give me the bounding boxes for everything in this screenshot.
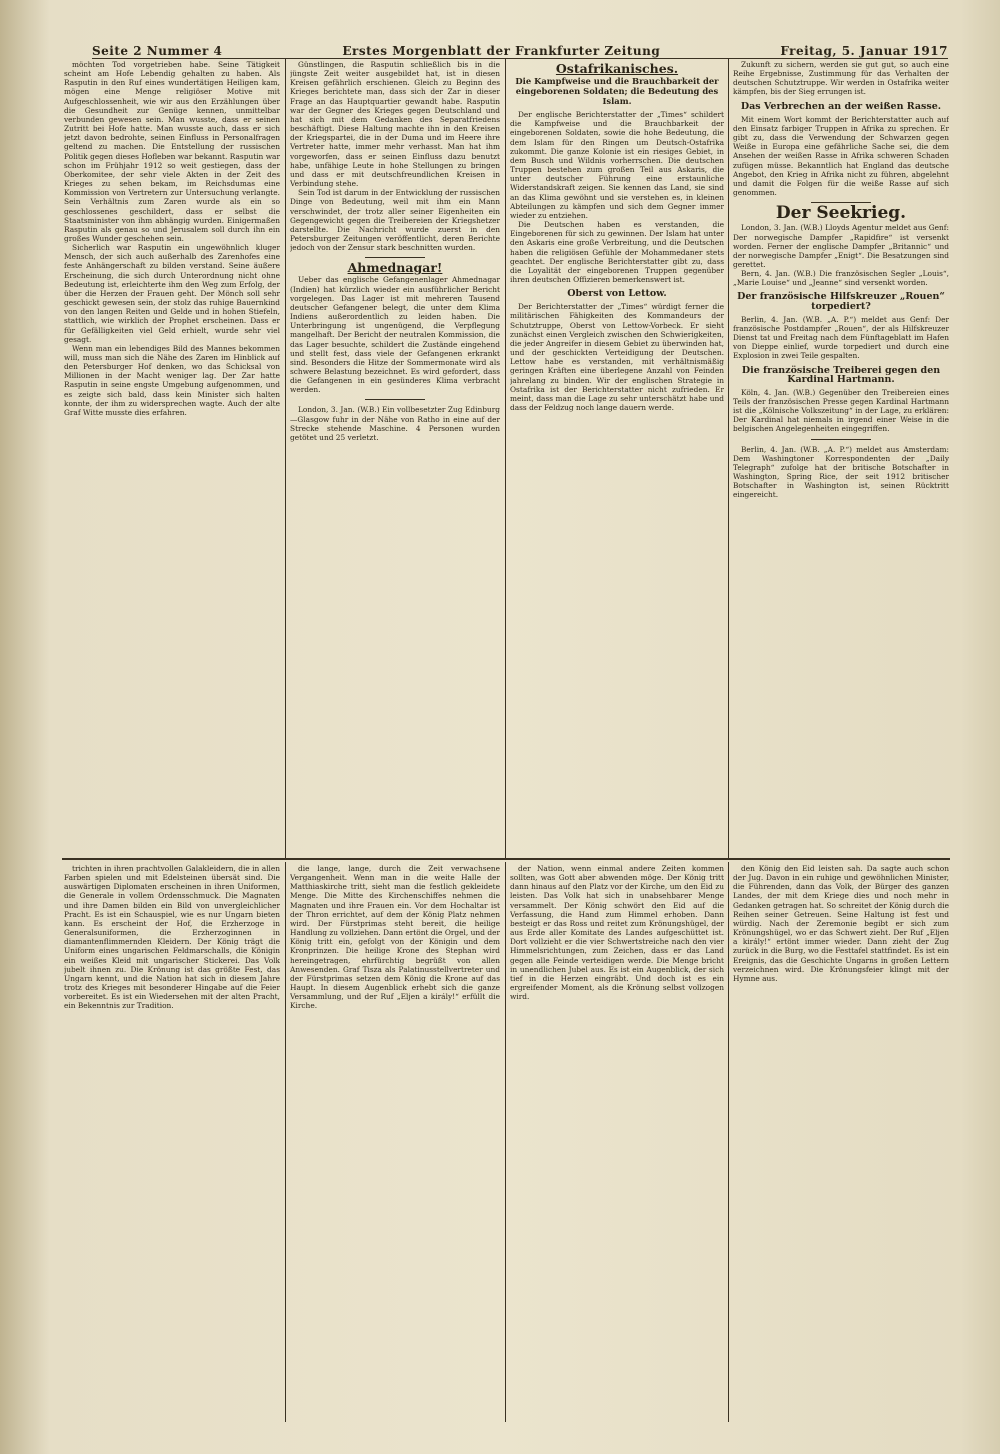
article-title-lettow: Oberst von Lettow. [567, 288, 667, 300]
column-rule [285, 862, 286, 1422]
feuilleton-column-4 [733, 864, 949, 1420]
article-title-verbrechen: Das Verbrechen an der weißen Rasse. [740, 100, 942, 112]
article-separator [811, 439, 871, 440]
article-paragraph: den König den Eid leisten sah. Da sagte auch schon der Jug. Davon in ein ruhige und gewöhnlichen Minister, die Führenden, dann das Volk, der Bürger des ganzen Landes, der mit dem Kriege dies und noch mehr in Gedanken getragen hat. So schreitet der König durch die Reihen seiner Getreuen. Seine Haltung ist fest und würdig. Nach der Zeremonie begibt er sich zum Krönungshügel, wo er das Schwert zieht. Der Ruf „Eljen a király!“ ertönt immer wieder. Dann zieht der Zug zurück in die Burg, wo die Festtafel stattfindet. Es ist ein Ereignis, das die Geschichte Ungarns in großen Lettern verzeichnen wird. Die Krönungsfeier klingt mit der Hymne aus. [733, 864, 949, 983]
article-paragraph: Der Berichterstatter der „Times“ würdigt ferner die militärischen Fähigkeiten des Kommandeurs der Schutztruppe, Oberst von Lettow-Vorbeck. Er sieht zunächst einen Vergleich zwischen den Schwierigkeiten, die jeder Angreifer in diesem Gebiet zu überwinden hat, und der geschickten Verteidigung der Deutschen. Lettow habe es verstanden, mit verhältnismäßig geringen Kräften eine überlegene Anzahl von Feinden jahrelang zu binden. Wir der englischen Strategie in Ostafrika ist der Berichterstatter nicht zufrieden. Er meint, dass man die Lage zu sehr unterschätzt habe und dass der Feldzug noch lange dauern werde. [510, 302, 724, 412]
news-item: Köln, 4. Jan. (W.B.) Gegenüber den Treibereien eines Teils der französischen Presse gegen Kardinal Hartmann ist die „Kölnische Volkszeitung“ in der Lage, zu erklären: Der Kardinal hat niemals in irgend einer Weise in die belgischen Angelegenheiten eingegriffen. [733, 387, 949, 434]
article-paragraph: Günstlingen, die Rasputin schließlich bis in die jüngste Zeit weiter ausgebildet hat, ist in diesen Kreisen gefährlich erschienen. Gleich zu Beginn des Krieges berichtete man, dass sich der Zar in dieser Frage an das Hauptquartier gewandt habe. Rasputin war der Gegner des Krieges gegen Deutschland und hat sich mit dem Gedanken des Separatfriedens beschäftigt. Diese Haltung machte ihn in den Kreisen der Kriegspartei, die in der Duma und im Heere ihre Vertreter hatte, immer mehr verhasst. Man hat ihm vorgeworfen, dass er seinen Einfluss dazu benutzt habe, unfähige Leute in hohe Stellungen zu bringen und dass er mit deutschfreundlichen Kreisen in Verbindung stehe. [290, 60, 500, 189]
column-rule [728, 862, 729, 1422]
feuilleton-column-2 [290, 864, 500, 1420]
article-title-seekrieg: Der Seekrieg. [775, 203, 907, 224]
article-subtitle: Die Kampfweise und die Brauchbarkeit der eingeborenen Soldaten; die Bedeutung des Islam. [515, 76, 719, 107]
page-binding-shadow [0, 0, 50, 1454]
header-masthead: Erstes Morgenblatt der Frankfurter Zeitung [342, 44, 661, 58]
article-column-2 [290, 60, 500, 856]
article-column-4 [733, 60, 949, 856]
article-column-3 [510, 60, 724, 856]
header-page-number: Seite 2 Nummer 4 [92, 44, 223, 58]
page-header [92, 40, 948, 59]
article-paragraph: Der englische Berichterstatter der „Times“ schildert die Kampfweise und die Brauchbarkeit der eingeborenen Soldaten, sowie die hohe Bedeutung, die dem Islam für den Ringen um Deutsch-Ostafrika zukommt. Die ganze Kolonie ist ein riesiges Gebiet, in dem Busch und Wildnis vorherrschen. Die deutschen Truppen bestehen zum großen Teil aus Askaris, die unter deutscher Führung eine erstaunliche Widerstandskraft zeigen. Sie kennen das Land, sie sind an das Klima gewöhnt und sie verstehen es, in kleinen Abteilungen zu kämpfen und sich dem Gegner immer wieder zu entziehen. [510, 110, 724, 220]
column-rule [285, 58, 286, 858]
article-paragraph: der Nation, wenn einmal andere Zeiten kommen sollten, was Gott aber abwenden möge. Der König tritt dann hinaus auf den Platz vor der Kirche, um den Eid zu leisten. Das Volk hat sich in unabsehbarer Menge versammelt. Der König schwört den Eid auf die Verfassung, die Hand zum Himmel erhoben. Dann besteigt er das Ross und reitet zum Krönungshügel, der aus Erde aller Komitate des Landes aufgeschüttet ist. Dort vollzieht er die vier Schwertstreiche nach den vier Himmelsrichtungen, zum Zeichen, dass er das Land gegen alle Feinde verteidigen werde. Die Menge bricht in unendlichen Jubel aus. Es ist ein Augenblick, der sich tief in die Herzen eingräbt. Und doch ist es ein ergreifender Moment, als die Krönung selbst vollzogen wird. [510, 864, 724, 1002]
article-paragraph: trichten in ihren prachtvollen Galakleidern, die in allen Farben spielen und mit Edelsteinen übersät sind. Die auswärtigen Diplomaten erscheinen in ihren Uniformen, die Generale in vollem Ordensschmuck. Die Magnaten und ihre Damen bilden ein Bild von unvergleichlicher Pracht. Es ist ein Schauspiel, wie es nur Ungarn bieten kann. Es erscheint der Hof, die Erzherzoge in Generalsuniformen, die Erzherzoginnen in diamantenflimmernden Kleidern. Der König trägt die Uniform eines ungarischen Feldmarschalls, die Königin ein weißes Kleid mit ungarischer Stickerei. Das Volk jubelt ihnen zu. Die Krönung ist das größte Fest, das Ungarn kennt, und die Nation hat sich in diesem Jahre trotz des Krieges mit besonderer Hingabe auf die Feier vorbereitet. Es ist ein Wiedersehen mit der alten Pracht, ein Bekenntnis zur Tradition. [64, 864, 280, 1011]
article-paragraph: die lange, lange, durch die Zeit verwachsene Vergangenheit. Wenn man in die weite Halle der Matthiaskirche tritt, sieht man die festlich gekleidete Menge. Die Mitte des Kirchenschiffes nehmen die Magnaten und ihre Frauen ein. Vor dem Hochaltar ist der Thron errichtet, auf dem der König Platz nehmen wird. Der Fürstprimas steht bereit, die heilige Handlung zu vollziehen. Dann ertönt die Orgel, und der König tritt ein, gefolgt von der Königin und dem Kronprinzen. Die heilige Krone des Stephan wird hereingetragen, ehrfürchtig begrüßt von allen Anwesenden. Graf Tisza als Palatinusstellvertreter und der Fürstprimas setzen dem König die Krone auf das Haupt. In diesem Augenblick erhebt sich die ganze Versammlung, und der Ruf „Eljen a király!“ erfüllt die Kirche. [290, 864, 500, 1011]
news-item: Berlin, 4. Jan. (W.B. „A. P.“) meldet aus Amsterdam: Dem Washingtoner Korrespondenten der „Daily Telegraph“ zufolge hat der britische Botschafter in Washington, Spring Rice, der seit 1912 britischer Botschafter in Washington ist, seinen Rücktritt eingereicht. [733, 444, 949, 500]
column-rule [505, 862, 506, 1422]
section-divider [62, 858, 950, 860]
news-item: Berlin, 4. Jan. (W.B. „A. P.“) meldet aus Genf: Der französische Postdampfer „Rouen“, der als Hilfskreuzer Dienst tat und Freitag nach dem Fünftageblatt im Hafen von Dieppe einlief, wurde torpediert und durch eine Explosion in zwei Teile gespalten. [733, 314, 949, 361]
article-column-1 [64, 60, 280, 856]
article-separator [365, 257, 425, 258]
column-rule [505, 58, 506, 858]
article-title-ostafrika: Ostafrikanisches. [555, 61, 679, 76]
article-separator [365, 399, 425, 400]
article-title-ahmednagar: Ahmednagar! [347, 260, 443, 276]
news-item: Bern, 4. Jan. (W.B.) Die französischen Segler „Louis“, „Marie Louise“ und „Jeanne“ sind versenkt worden. [733, 269, 949, 288]
news-item: London, 3. Jan. (W.B.) Ein vollbesetzter Zug Edinburg—Glasgow fuhr in der Nähe von Ratho in eine auf der Strecke stehende Maschine. 4 Personen wurden getötet und 25 verletzt. [290, 405, 500, 442]
header-date: Freitag, 5. Januar 1917 [780, 44, 948, 58]
feuilleton-column-3 [510, 864, 724, 1420]
article-paragraph: Wenn man ein lebendiges Bild des Mannes bekommen will, muss man sich die Nähe des Zaren im Hinblick auf den Petersburger Hof denken, wo das Schicksal von Millionen in der Macht weniger lag. Der Zar hatte Rasputin in seine engste Umgebung aufgenommen, und es zeigte sich bald, dass kein Minister sich halten konnte, der ihm zu widersprechen wagte. Auch der alte Graf Witte musste dies erfahren. [64, 343, 280, 417]
news-item: London, 3. Jan. (W.B.) Lloyds Agentur meldet aus Genf: Der norwegische Dampfer „Rapidfire“ ist versenkt worden. Ferner der englische Dampfer „Britannic“ und der norwegische Dampfer „Enigt“. Die Besatzungen sind gerettet. [733, 223, 949, 269]
column-rule [728, 58, 729, 858]
article-paragraph: möchten Tod vorgetrieben habe. Seine Tätigkeit scheint am Hofe Lebendig gehalten zu haben. Als Rasputin in den Ruf eines wundertätigen Heiligen kam, mögen eine Menge religiöser Motive mit Aufgeschlossenheit, wie wir aus den Erzählungen über die Gesundheit zur Genüge kennen, unmittelbar verbunden gewesen sein. Man wusste, dass er seinen Zutritt bei Hofe hatte. Man wusste auch, dass er sich jetzt davon bedrohte, seinen Einfluss in Personalfragen geltend zu machen. Die Entstellung der russischen Politik gegen dieses Hofleben war bekannt. Rasputin war schon im Frühjahr 1912 so weit gestiegen, dass der Oberkomitee, der sehr viele Akten in der Zeit des Krieges zu sehen bekam, im Reichsdumas eine Kommission von Vertretern zur Untersuchung verlangte. Sein Verhältnis zum Zaren wurde als ein so geschlossenes geschildert, dass er selbst die Staatsminister von ihm abhängig wurden. Einigermaßen Rasputin als genau so und Jerusalem soll durch ihn ein großes Wunder geschehen sein. [64, 60, 280, 243]
article-title-hartmann: Die französische Treiberei gegen den Kardinal Hartmann. [741, 364, 941, 385]
feuilleton-column-1 [64, 864, 280, 1420]
article-paragraph: Sein Tod ist darum in der Entwicklung der russischen Dinge von Bedeutung, weil mit ihm ein Mann verschwindet, der trotz aller seiner Eigenheiten ein Gegengewicht gegen die Treibereien der Kriegshetzer darstellte. Die Nachricht wurde zuerst in den Petersburger Zeitungen veröffentlicht, deren Berichte jedoch von der Zensur stark beschnitten wurden. [290, 188, 500, 253]
article-paragraph: Zukunft zu sichern, werden sie gut gut, so auch eine Reihe Ergebnisse, Zustimmung für das Verhalten der deutschen Schutztruppe. Wir werden in Ostafrika weiter kämpfen, bis der Sieg errungen ist. [733, 60, 949, 97]
article-paragraph: Ueber das englische Gefangenenlager Ahmednagar (Indien) hat kürzlich wieder ein ausführlicher Bericht vorgelegen. Das Lager ist mit mehreren Tausend deutscher Gefangener belegt, die unter dem Klima Indiens außerordentlich zu leiden haben. Die Unterbringung ist ungenügend, die Verpflegung mangelhaft. Der Bericht der neutralen Kommission, die das Lager besuchte, schildert die Zustände eingehend und stellt fest, dass viele der Gefangenen erkrankt sind. Besonders die Hitze der Sommermonate wird als schwere Belastung bezeichnet. Es wird gefordert, dass die Gefangenen in ein gesünderes Klima verbracht werden. [290, 275, 500, 395]
article-paragraph: Mit einem Wort kommt der Berichterstatter auch auf den Einsatz farbiger Truppen in Afrika zu sprechen. Er gibt zu, dass die Verwendung der Schwarzen gegen Weiße in Europa eine gefährliche Sache sei, die dem Ansehen der weißen Rasse in Afrika schweren Schaden zufügen müsse. Bekanntlich hat England das deutsche Angebot, den Krieg in Afrika nicht zu führen, abgelehnt und damit die Folgen für die weiße Rasse auf sich genommen. [733, 114, 949, 198]
article-title-rouen: Der französische Hilfskreuzer „Rouen“ torpediert? [737, 291, 945, 312]
article-paragraph: Sicherlich war Rasputin ein ungewöhnlich kluger Mensch, der sich auch außerhalb des Zarenhofes eine feste Anhängerschaft zu bilden verstand. Seine äußere Erscheinung, die sich durch Unterordnung nicht ohne Bedeutung ist, erleichterte ihm den Weg zum Erfolg, der über die Herzen der Frauen geht. Der Mönch soll sehr geschickt gewesen sein, der stolz das ruhige Bauernkind von den langen Reiten und Gelde und in hohen Stiefeln, stattlich, wie wirklich der Prophet erscheinen. Dass er für Gefälligkeiten viel Geld erhielt, wurde sehr viel gesagt. [64, 243, 280, 344]
article-paragraph: Die Deutschen haben es verstanden, die Eingeborenen für sich zu gewinnen. Der Islam hat unter den Askaris eine große Verbreitung, und die Deutschen haben die religiösen Gefühle der Mohammedaner stets geachtet. Der englische Berichterstatter gibt zu, dass die Loyalität der eingeborenen Truppen gegenüber ihren deutschen Offizieren bemerkenswert ist. [510, 220, 724, 284]
